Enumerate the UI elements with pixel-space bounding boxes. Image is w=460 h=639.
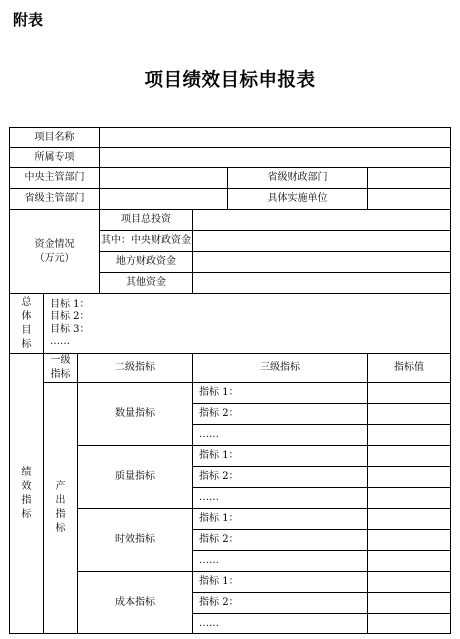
funds-local-label: 地方财政资金 <box>100 252 193 273</box>
indicator-item[interactable]: 指标 2： <box>193 467 368 488</box>
group-quantity: 数量指标 <box>78 383 193 446</box>
performance-char: 效 <box>21 480 32 492</box>
indicator-item[interactable]: 指标 2： <box>193 530 368 551</box>
performance-char: 绩 <box>21 466 32 478</box>
indicator-item[interactable]: …… <box>193 614 368 634</box>
funds-central-field[interactable] <box>193 231 451 252</box>
indicator-value[interactable] <box>368 467 451 488</box>
performance-char: 指 <box>21 494 32 506</box>
indicator-item[interactable]: …… <box>193 551 368 572</box>
output-char: 指 <box>55 509 66 520</box>
goal-item: 目标 3： <box>50 323 90 335</box>
form-title: 项目绩效目标申报表 <box>144 70 316 91</box>
row-overall-goal <box>10 294 451 354</box>
header-level1-line: 一级 <box>50 355 71 366</box>
indicator-item[interactable]: 指标 1： <box>193 383 368 404</box>
performance-goal-form <box>9 127 451 634</box>
group-cost: 成本指标 <box>78 572 193 634</box>
provincial-dept-label: 省级主管部门 <box>10 189 100 210</box>
header-level2: 二级指标 <box>78 354 193 383</box>
row-performance-header <box>10 354 451 383</box>
header-level1 <box>44 354 78 383</box>
goal-item: …… <box>50 335 70 347</box>
indicator-value[interactable] <box>368 572 451 593</box>
row-project-name <box>10 128 451 148</box>
central-dept-field[interactable] <box>100 168 228 189</box>
indicator-value[interactable] <box>368 425 451 446</box>
indicator-item[interactable]: …… <box>193 488 368 509</box>
provincial-finance-field[interactable] <box>368 168 451 189</box>
implementing-unit-label: 具体实施单位 <box>228 189 368 210</box>
indicator-value[interactable] <box>368 530 451 551</box>
special-fund-label: 所属专项 <box>10 148 100 168</box>
special-fund-field[interactable] <box>100 148 451 168</box>
project-name-label: 项目名称 <box>10 128 100 148</box>
appendix-label: 附表 <box>13 11 44 29</box>
indicator-item[interactable]: 指标 1： <box>193 572 368 593</box>
header-level1-line: 指标 <box>50 369 71 380</box>
indicator-value[interactable] <box>368 593 451 614</box>
funds-local-field[interactable] <box>193 252 451 273</box>
overall-goal-char: 体 <box>21 310 32 322</box>
provincial-dept-field[interactable] <box>100 189 228 210</box>
provincial-finance-label: 省级财政部门 <box>228 168 368 189</box>
row-funds-total <box>10 210 451 231</box>
indicator-value[interactable] <box>368 509 451 530</box>
funds-total-label: 项目总投资 <box>100 210 193 231</box>
indicator-value[interactable] <box>368 551 451 572</box>
overall-goal-char: 标 <box>21 338 32 350</box>
funds-central-label: 其中：中央财政资金 <box>100 231 193 252</box>
overall-goal-label <box>10 294 44 354</box>
indicator-value[interactable] <box>368 383 451 404</box>
row-special-fund <box>10 148 451 168</box>
indicator-item[interactable]: 指标 1： <box>193 509 368 530</box>
indicator-value[interactable] <box>368 446 451 467</box>
output-char: 产 <box>55 481 66 492</box>
project-name-field[interactable] <box>100 128 451 148</box>
indicator-item[interactable]: 指标 1： <box>193 446 368 467</box>
overall-goal-content[interactable] <box>44 294 451 354</box>
group-timeliness: 时效指标 <box>78 509 193 572</box>
goal-item: 目标 1： <box>50 298 90 310</box>
funds-label-line1: 资金情况 <box>34 238 75 250</box>
funds-total-field[interactable] <box>193 210 451 231</box>
goal-item: 目标 2： <box>50 311 90 323</box>
header-level3: 三级指标 <box>193 354 368 383</box>
indicator-value[interactable] <box>368 614 451 634</box>
row-central-dept <box>10 168 451 189</box>
output-indicator-label <box>44 383 78 634</box>
indicator-item[interactable]: …… <box>193 425 368 446</box>
overall-goal-char: 总 <box>21 296 32 308</box>
indicator-value[interactable] <box>368 404 451 425</box>
funds-label-line2: （万元） <box>34 252 75 264</box>
output-char: 出 <box>55 495 66 506</box>
group-quality: 质量指标 <box>78 446 193 509</box>
funds-other-label: 其他资金 <box>100 273 193 294</box>
indicator-value[interactable] <box>368 488 451 509</box>
funds-label <box>10 210 100 294</box>
header-value: 指标值 <box>368 354 451 383</box>
performance-label <box>10 354 44 634</box>
overall-goal-char: 目 <box>21 324 32 336</box>
indicator-item[interactable]: 指标 2： <box>193 404 368 425</box>
implementing-unit-field[interactable] <box>368 189 451 210</box>
funds-other-field[interactable] <box>193 273 451 294</box>
indicator-row <box>10 383 451 404</box>
row-provincial-dept <box>10 189 451 210</box>
output-char: 标 <box>55 523 66 534</box>
performance-char: 标 <box>21 508 32 520</box>
indicator-item[interactable]: 指标 2： <box>193 593 368 614</box>
central-dept-label: 中央主管部门 <box>10 168 100 189</box>
